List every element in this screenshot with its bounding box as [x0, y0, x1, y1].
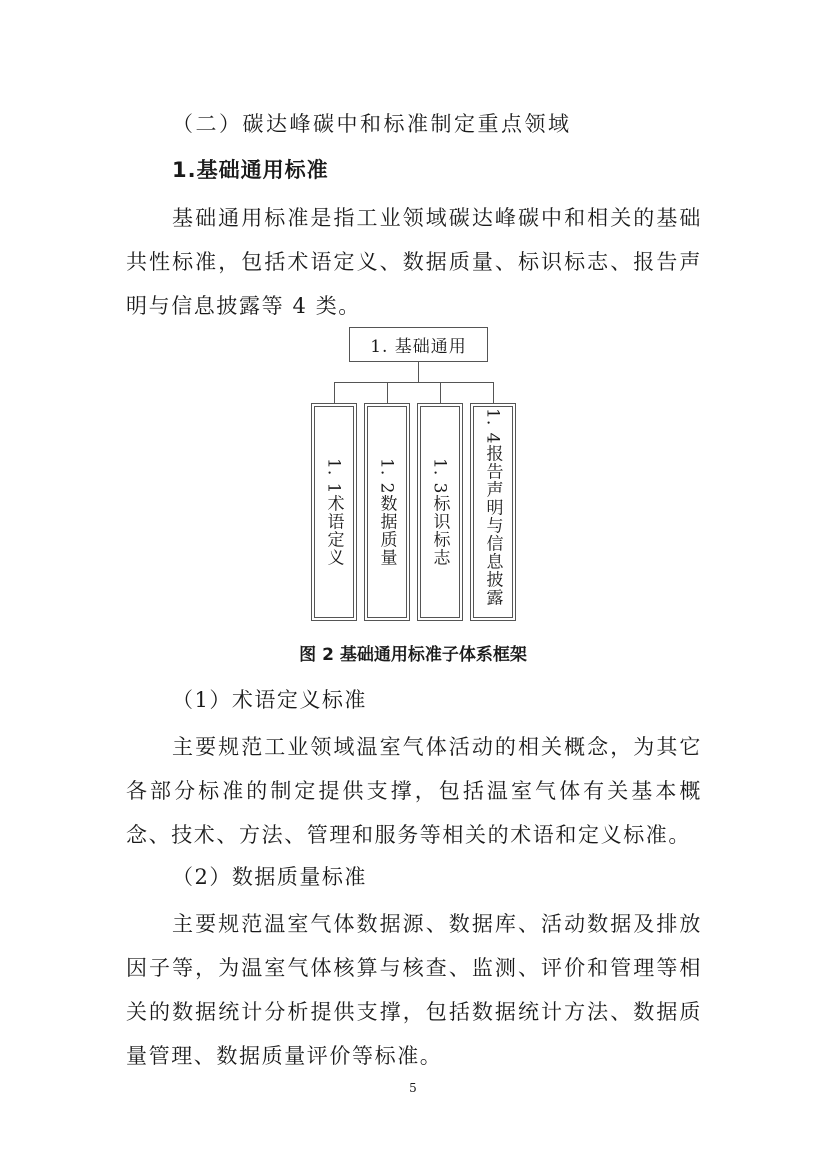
diagram-child-label: 1. 1术语定义 [323, 457, 344, 567]
diagram-child-node [470, 403, 516, 621]
item-heading: （2）数据质量标准 [172, 865, 367, 889]
connector-line [334, 382, 493, 383]
figure-caption: 图 2 基础通用标准子体系框架 [299, 645, 527, 665]
intro-paragraph: 基础通用标准是指工业领域碳达峰碳中和相关的基础共性标准，包括术语定义、数据质量、标识标志、报告声明与信息披露等 4 类。 [126, 206, 702, 318]
item-paragraph: 主要规范温室气体数据源、数据库、活动数据及排放因子等，为温室气体核算与核查、监测、评价和管理等相关的数据统计分析提供支撑，包括数据统计方法、数据质量管理、数据质量评价等标准。 [126, 912, 702, 1068]
diagram-child-label: 1. 3标识标志 [429, 457, 450, 567]
diagram-child-node [311, 403, 357, 621]
diagram-child-node [364, 403, 410, 621]
diagram-root-node: 1. 基础通用 [349, 327, 488, 362]
diagram-child-label: 1. 2数据质量 [376, 457, 397, 567]
item-heading: （1）术语定义标准 [172, 688, 367, 712]
section-heading: （二）碳达峰碳中和标准制定重点领域 [172, 112, 572, 136]
connector-line [334, 382, 335, 403]
connector-line [440, 382, 441, 403]
connector-line [493, 382, 494, 403]
page-number: 5 [409, 1081, 417, 1095]
connector-line [418, 362, 419, 382]
diagram-child-node [417, 403, 463, 621]
connector-line [387, 382, 388, 403]
item-paragraph: 主要规范工业领域温室气体活动的相关概念，为其它各部分标准的制定提供支撑，包括温室气体有关基本概念、技术、方法、管理和服务等相关的术语和定义标准。 [126, 735, 702, 847]
sub-heading: 1.基础通用标准 [172, 158, 329, 182]
diagram-child-label: 1. 4报告声明与信息披露 [482, 408, 503, 607]
